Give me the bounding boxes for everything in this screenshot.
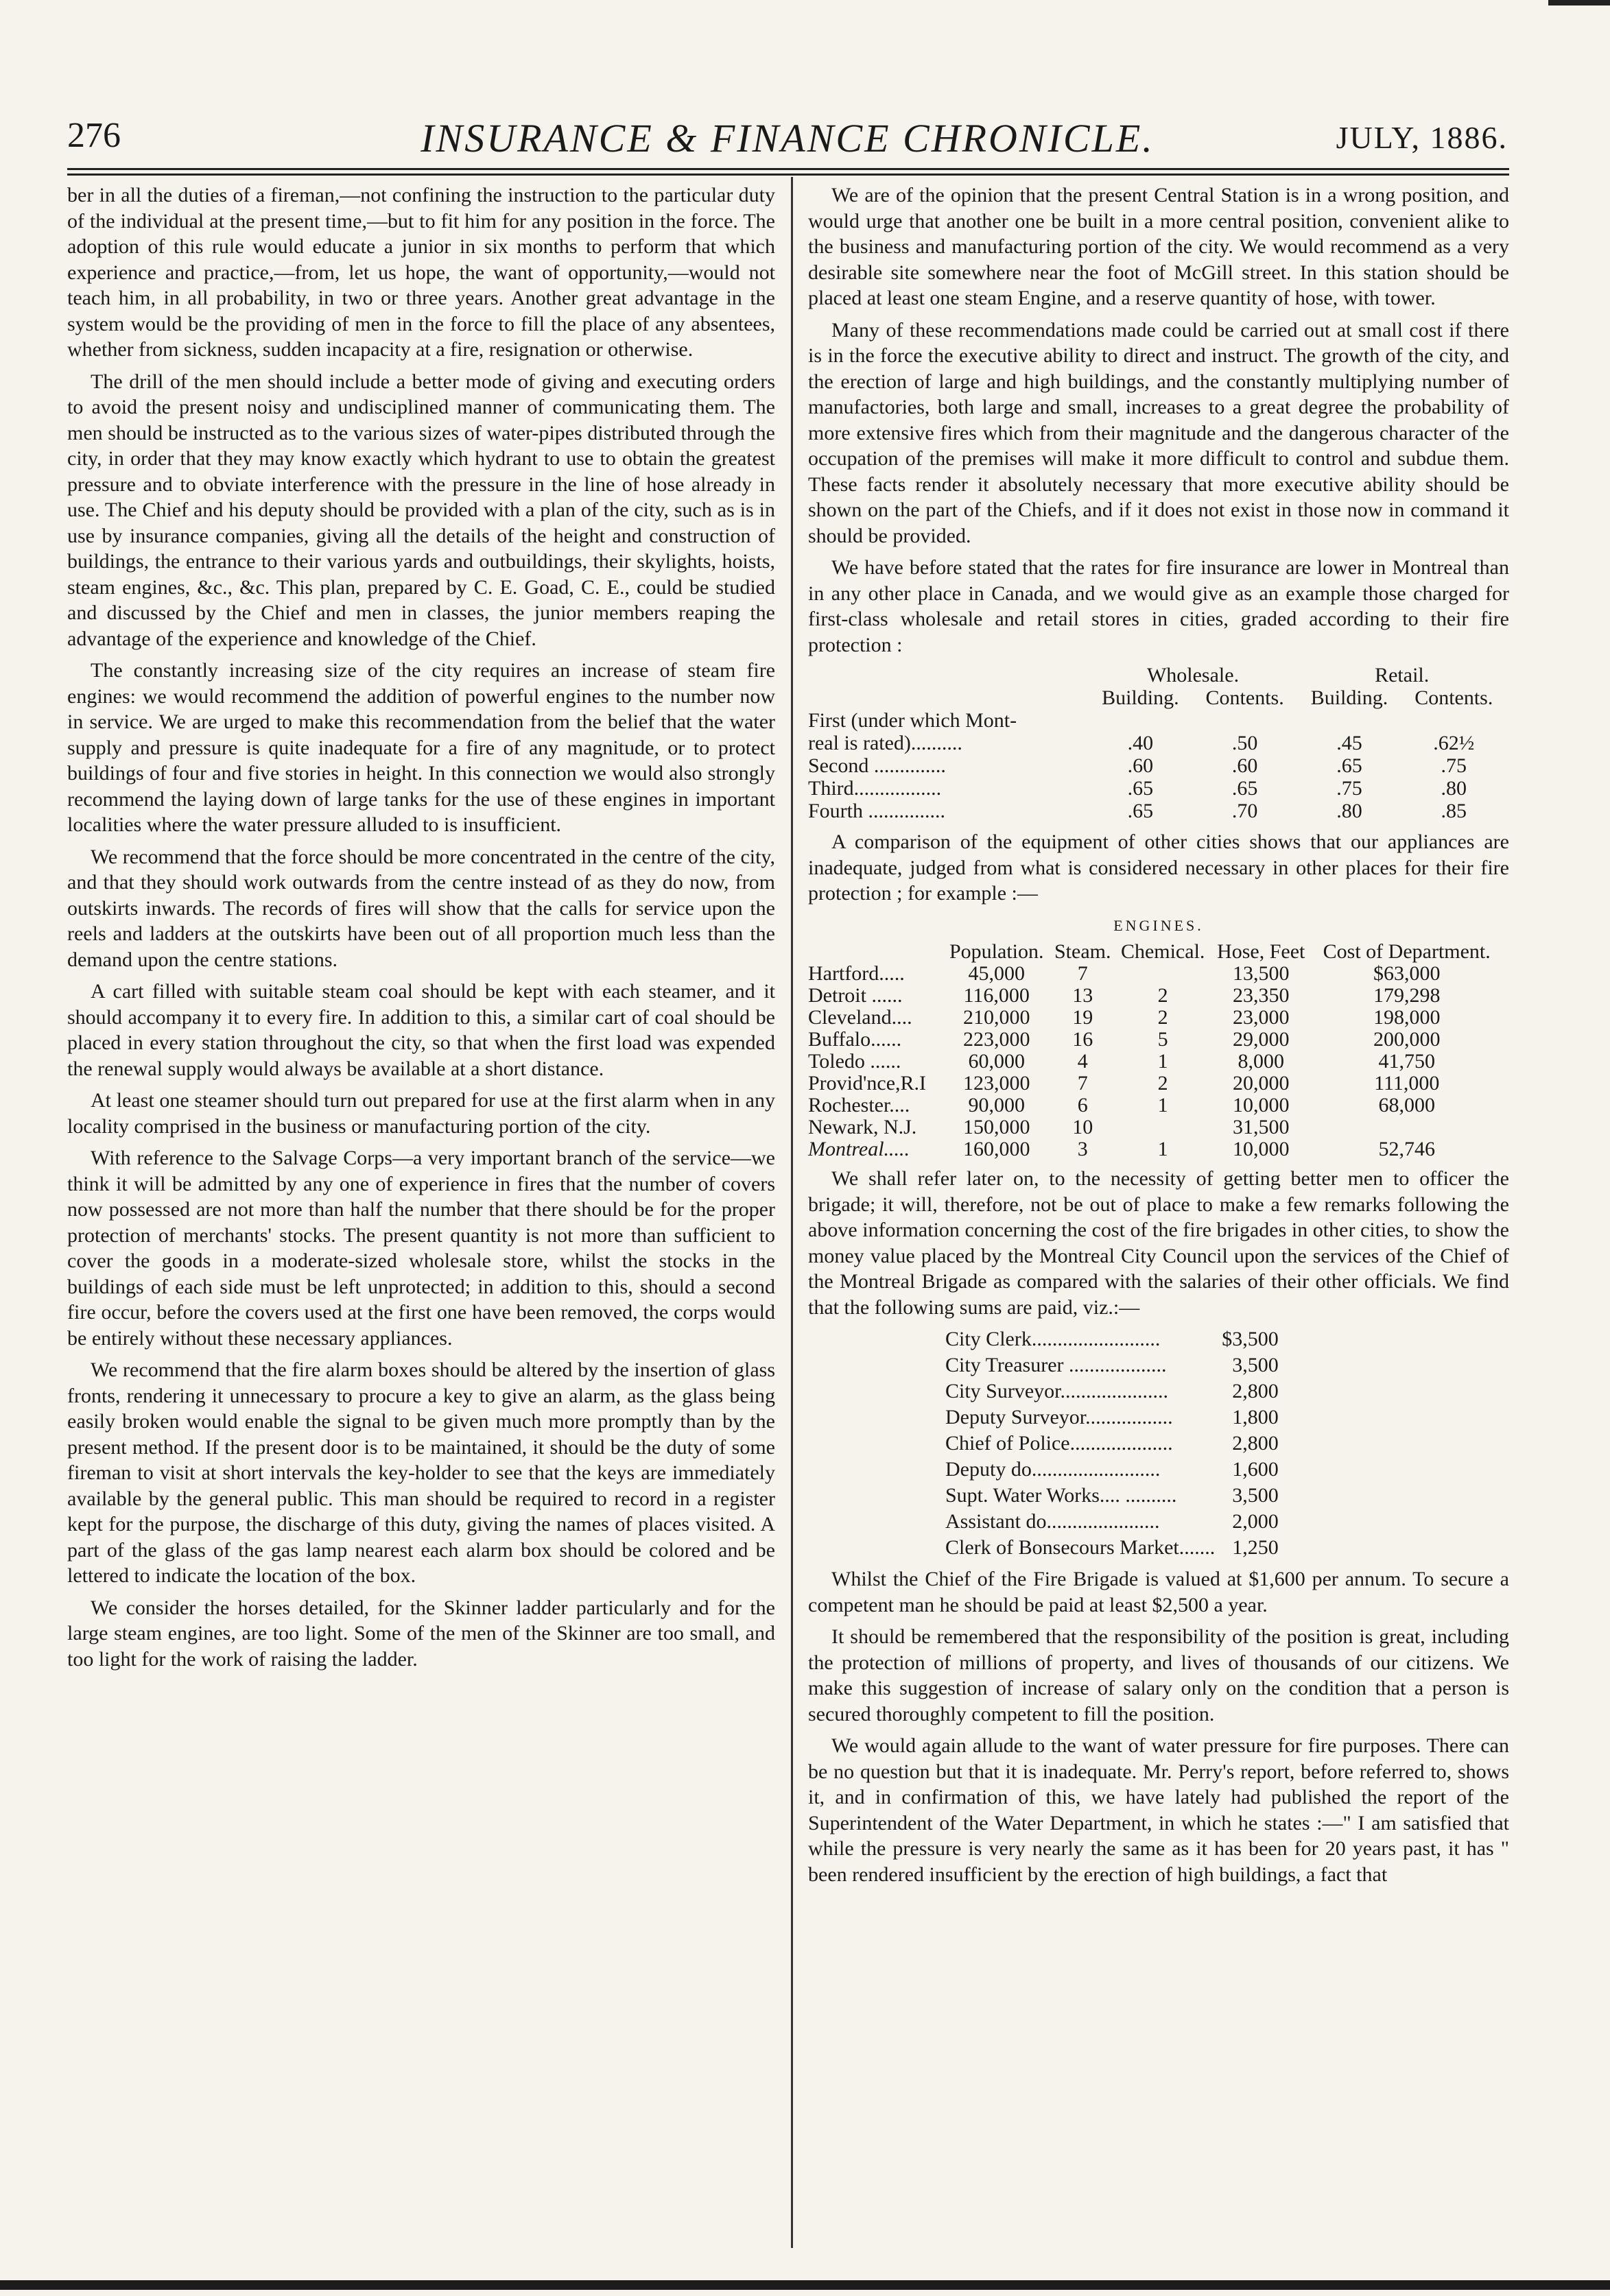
table-cell: .60 bbox=[1231, 754, 1258, 777]
table-cell: 111,000 bbox=[1374, 1072, 1440, 1095]
paragraph: We have before stated that the rates for fire insurance are lower in Montreal than in any other place in Canada, and we would give as an example those charged for first-class wholesale and retail stores in cities, graded according to their fire protection : bbox=[808, 556, 1509, 656]
group-header-retail: Retail. bbox=[1375, 664, 1430, 686]
table-row bbox=[808, 709, 1506, 732]
paragraph: We shall refer later on, to the necessity of getting better men to officer the brigade; it will, therefore, not be out of place to make a few remarks following the above information concerning the cost of the fire brigades in other cities, to show the money value placed by the Montreal City Council upon the services of the Chief of the Montreal Brigade as compared with the salaries of their other officials. We find that the following sums are paid, viz.:— bbox=[808, 1167, 1509, 1319]
table-cell: 41,750 bbox=[1378, 1050, 1435, 1073]
paragraph: With reference to the Salvage Corps—a very important branch of the service—we think it will be admitted by any one of experience in fires that the number of covers now possessed are not more than half the number that there should be for the proper protection of merchants' stocks. The present quantity is not more than sufficient to cover the goods in a moderate-sized wholesale store, whilst the stocks in the buildings of each side must be left unprotected; in addition to this, should a second fire occur, before the covers used at the first one have been removed, the corps would be entirely without these necessary appliances. bbox=[67, 1147, 775, 1350]
table-cell: 45,000 bbox=[968, 962, 1025, 985]
table-cell bbox=[1089, 709, 1192, 732]
table-cell: 60,000 bbox=[968, 1050, 1025, 1073]
table-cell: 116,000 bbox=[963, 984, 1030, 1007]
group-header-wholesale: Wholesale. bbox=[1146, 664, 1240, 686]
table-cell bbox=[1297, 709, 1401, 732]
table-cell: 150,000 bbox=[962, 1116, 1030, 1138]
paragraph: We recommend that the fire alarm boxes should be altered by the insertion of glass fronts, rendering it unnecessary to procure a key to give an alarm, as the glass being easily broken would enable the signal to be given much more promptly than by the present method. If the present door is to be maintained, it should be the duty of some fireman to visit at short intervals the key-holder to see that the keys are immediately available by the general public. This man should be required to record in a register kept for the purpose, the discharge of this duty, giving the names of places visited. A part of the glass of the gas lamp nearest each alarm box should be colored and be lettered to indicate the location of the box. bbox=[67, 1359, 775, 1587]
table-cell: .65 bbox=[1336, 754, 1362, 777]
salaries-table bbox=[945, 1326, 1279, 1561]
publication-title: INSURANCE & FINANCE CHRONICLE. bbox=[421, 116, 1155, 160]
salary-amount: 2,800 bbox=[1232, 1432, 1279, 1455]
table-cell: 200,000 bbox=[1373, 1028, 1441, 1051]
table-cell: .40 bbox=[1127, 732, 1154, 754]
salary-title: Chief of Police.................... bbox=[945, 1432, 1173, 1455]
column-header: Hose, Feet bbox=[1217, 940, 1305, 963]
table-cell: 23,350 bbox=[1232, 984, 1290, 1007]
table-cell: .45 bbox=[1336, 732, 1362, 754]
table-cell: 29,000 bbox=[1232, 1028, 1290, 1051]
table-row bbox=[808, 1073, 1502, 1095]
column-header: Building. bbox=[1310, 686, 1388, 709]
table-row bbox=[808, 1051, 1502, 1073]
engines-table-body bbox=[808, 963, 1502, 1160]
table-cell bbox=[1115, 1116, 1211, 1138]
table-cell: .80 bbox=[1336, 800, 1362, 822]
table-cell: 1 bbox=[1157, 1138, 1168, 1160]
table-cell: .60 bbox=[1127, 754, 1154, 777]
salary-amount: 2,000 bbox=[1232, 1510, 1279, 1533]
table-row bbox=[808, 985, 1502, 1007]
table-row bbox=[808, 1138, 1502, 1160]
table-cell: .62½ bbox=[1433, 732, 1475, 754]
city-name: Montreal..... bbox=[808, 1138, 910, 1160]
table-cell: 19 bbox=[1072, 1006, 1093, 1029]
table-cell: .50 bbox=[1231, 732, 1258, 754]
salary-amount: 1,600 bbox=[1232, 1458, 1279, 1481]
header-rule-top bbox=[67, 168, 1509, 170]
salary-title: City Surveyor..................... bbox=[945, 1380, 1169, 1402]
table-cell: 10,000 bbox=[1232, 1138, 1290, 1160]
table-cell: .65 bbox=[1127, 777, 1154, 800]
salary-title: City Clerk......................... bbox=[945, 1328, 1161, 1350]
header-rule-bottom bbox=[67, 174, 1509, 176]
row-label: real is rated).......... bbox=[808, 732, 962, 754]
table-cell: .80 bbox=[1441, 777, 1467, 800]
salary-amount: $3,500 bbox=[1222, 1328, 1279, 1350]
table-cell: 31,500 bbox=[1232, 1116, 1290, 1138]
table-cell: 6 bbox=[1077, 1094, 1088, 1116]
table-cell: 4 bbox=[1077, 1050, 1088, 1073]
table-cell: 160,000 bbox=[962, 1138, 1030, 1160]
salary-row bbox=[945, 1431, 1279, 1457]
column-header: Steam. bbox=[1054, 940, 1111, 963]
paragraph: The drill of the men should include a better mode of giving and executing orders to avoid the present noisy and undisciplined manner of communicating them. The men should be instructed as to the various sizes of water-pipes distributed through the city, in order that they may know exactly which hydrant to use to obtain the greatest pressure and to obviate interference with the pressure in the line of hose already in use. The Chief and his deputy should be provided with a plan of the city, such as is in use by insurance companies, giving all the details of the height and construction of buildings, the entrance to their various yards and outbuildings, their skylights, hoists, steam engines, &c., &c. This plan, prepared by C. E. Goad, C. E., could be studied and discussed by the Chief and men in classes, the junior members reaping the advantage of the experience and knowledge of the Chief. bbox=[67, 370, 775, 650]
salary-title: Supt. Water Works.... .......... bbox=[945, 1484, 1177, 1507]
table-cell: 23,000 bbox=[1232, 1006, 1290, 1029]
table-cell: $63,000 bbox=[1373, 962, 1441, 985]
city-name: Rochester.... bbox=[808, 1094, 910, 1116]
column-header bbox=[808, 941, 943, 963]
salaries-table-body bbox=[945, 1326, 1279, 1561]
table-cell: 52,746 bbox=[1378, 1138, 1435, 1160]
table-cell: 2 bbox=[1157, 1072, 1168, 1095]
table-row bbox=[808, 1029, 1502, 1051]
table-cell: 8,000 bbox=[1238, 1050, 1284, 1073]
table-row bbox=[808, 754, 1506, 777]
table-cell bbox=[1192, 709, 1297, 732]
salary-amount: 3,500 bbox=[1232, 1484, 1279, 1507]
corner-mark bbox=[1548, 0, 1610, 5]
salary-row bbox=[945, 1483, 1279, 1509]
paragraph: Many of these recommendations made could be carried out at small cost if there is in the force the executive ability to direct and instruct. The growth of the city, and the erection of large and high buildings, and the constantly multiplying number of manufactories, both large and small, increases to a great degree the probability of more extensive fires which from their magnitude and the dangerous character of the occupation of the premises will make it more difficult to control and subdue them. These facts render it absolutely necessary that more executive ability should be shown on the part of the Chiefs, and if it does not exist in those now in command it should be provided. bbox=[808, 318, 1509, 547]
column-header: Building. bbox=[1102, 686, 1179, 709]
paragraph: We would again allude to the want of water pressure for fire purposes. There can be no question but that it is inadequate. Mr. Perry's report, before referred to, shows it, and in confirmation of this, we have lately had published the report of the Superintendent of the Water Department, in which he states :—" I am satisfied that while the pressure is very nearly the same as it has been for 20 years past, it has " been rendered insufficient by the erection of high buildings, a fact that bbox=[808, 1734, 1509, 1886]
row-label: Third................. bbox=[808, 777, 942, 800]
salary-row bbox=[945, 1457, 1279, 1483]
table-cell: 198,000 bbox=[1373, 1006, 1441, 1029]
table-cell: 179,298 bbox=[1373, 984, 1441, 1007]
left-column bbox=[67, 182, 775, 1678]
row-label: Second .............. bbox=[808, 754, 946, 777]
salary-row bbox=[945, 1326, 1279, 1352]
table-cell: .70 bbox=[1231, 800, 1258, 822]
row-label: First (under which Mont- bbox=[808, 709, 1017, 732]
table-cell: 223,000 bbox=[962, 1028, 1030, 1051]
table-cell: 13,500 bbox=[1232, 962, 1290, 985]
table-cell: .65 bbox=[1127, 800, 1154, 822]
page-header bbox=[67, 115, 1508, 163]
salary-title: Clerk of Bonsecours Market....... bbox=[945, 1536, 1216, 1559]
paragraph: We recommend that the force should be more concentrated in the centre of the city, and that they should work outwards from the centre instead of as they do now, from outskirts inwards. The records of fires will show that the calls for service upon the reels and ladders at the outskirts have been out of all proportion much less than the demand upon the centre stations. bbox=[67, 845, 775, 971]
table-cell: 16 bbox=[1072, 1028, 1093, 1051]
issue-date: JULY, 1886. bbox=[1336, 120, 1508, 155]
table-row bbox=[808, 1007, 1502, 1029]
table-cell: 7 bbox=[1077, 1072, 1088, 1095]
table-cell: 13 bbox=[1072, 984, 1093, 1007]
table-cell bbox=[1115, 963, 1211, 985]
salary-row bbox=[945, 1352, 1279, 1378]
table-cell: 2 bbox=[1157, 984, 1168, 1007]
table-cell bbox=[1401, 709, 1506, 732]
table-cell: .75 bbox=[1336, 777, 1362, 800]
page-number: 276 bbox=[67, 116, 121, 155]
city-name: Detroit ...... bbox=[808, 984, 903, 1007]
paragraph: We are of the opinion that the present Central Station is in a wrong position, and would urge that another one be built in a more central position, convenient alike to the business and manufacturing portion of the city. We would recommend as a very desirable site somewhere near the foot of McGill street. In this station should be placed at least one steam Engine, and a reserve quantity of hose, with tower. bbox=[808, 184, 1509, 309]
salary-title: City Treasurer ................... bbox=[945, 1354, 1167, 1376]
table-row bbox=[808, 732, 1506, 754]
paragraph: Whilst the Chief of the Fire Brigade is valued at $1,600 per annum. To secure a competent man he should be paid at least $2,500 a year. bbox=[808, 1568, 1509, 1616]
city-name: Newark, N.J. bbox=[808, 1116, 917, 1138]
table-cell: .85 bbox=[1441, 800, 1467, 822]
table-cell: 7 bbox=[1077, 962, 1088, 985]
table-cell: 123,000 bbox=[962, 1072, 1030, 1095]
paragraph: The constantly increasing size of the city requires an increase of steam fire engines: we would recommend the addition of powerful engines to the number now in service. We are urged to make this recommendation from the belief that the water supply and pressure is quite inadequate for a fire of any magnitude, or to protect buildings of four and five stories in height. In this connection we would also strongly recommend the laying down of large tanks for the use of these engines in important localities where the water pressure alluded to is insufficient. bbox=[67, 659, 775, 836]
insurance-rates-table bbox=[808, 664, 1506, 822]
paragraph: It should be remembered that the responsibility of the position is great, including the protection of millions of property, and lives of thousands of our citizens. We make this suggestion of increase of salary only on the condition that a person is secured thoroughly competent to fill the position. bbox=[808, 1625, 1509, 1725]
city-name: Cleveland.... bbox=[808, 1006, 912, 1029]
city-name: Toledo ...... bbox=[808, 1050, 901, 1073]
city-name: Buffalo...... bbox=[808, 1028, 902, 1051]
salary-amount: 1,250 bbox=[1232, 1536, 1279, 1559]
table-row bbox=[808, 1116, 1502, 1138]
row-label: Fourth ............... bbox=[808, 800, 946, 822]
salary-row bbox=[945, 1535, 1279, 1561]
city-name: Hartford..... bbox=[808, 962, 905, 985]
table-cell: 68,000 bbox=[1378, 1094, 1435, 1116]
column-header: Contents. bbox=[1205, 686, 1284, 709]
table-cell: 1 bbox=[1157, 1094, 1168, 1116]
table-cell: 10,000 bbox=[1232, 1094, 1290, 1116]
table-row bbox=[808, 963, 1502, 985]
paragraph: A comparison of the equipment of other cities shows that our appliances are inadequate, judged from what is considered necessary in other places for their fire protection ; for example :— bbox=[808, 830, 1509, 905]
salary-title: Deputy do......................... bbox=[945, 1458, 1161, 1481]
city-name: Provid'nce,R.I bbox=[808, 1072, 927, 1095]
salary-amount: 3,500 bbox=[1232, 1354, 1279, 1376]
table-row bbox=[808, 800, 1506, 822]
paragraph: ber in all the duties of a fireman,—not confining the instruction to the particular duty of the individual at the present time,—but to fit him for any position in the force. The adoption of this rule would educate a junior in six months to perform that which experience and practice,—from, let us hope, the want of opportunity,—would not teach him, in all probability, in two or three years. Another great advantage in the system would be the providing of men in the force to fill the place of any absentees, whether from sickness, sudden incapacity at a fire, resignation or otherwise. bbox=[67, 184, 775, 361]
salary-row bbox=[945, 1509, 1279, 1535]
table-cell: 90,000 bbox=[968, 1094, 1025, 1116]
paragraph: We consider the horses detailed, for the Skinner ladder particularly and for the large steam engines, are too light. Some of the men of the Skinner are too small, and too light for the work of raising the ladder. bbox=[67, 1596, 775, 1671]
salary-amount: 2,800 bbox=[1232, 1380, 1279, 1402]
right-column bbox=[808, 182, 1509, 1893]
salary-amount: 1,800 bbox=[1232, 1406, 1279, 1428]
table-cell: 5 bbox=[1157, 1028, 1168, 1051]
column-header: Contents. bbox=[1414, 686, 1493, 709]
table-cell: 10 bbox=[1072, 1116, 1093, 1138]
paragraph: A cart filled with suitable steam coal should be kept with each steamer, and it should accompany it to every fire. In addition to this, a similar cart of coal should be placed in every station throughout the city, so that when the first load was expended the renewal supply would always be available at a short distance. bbox=[67, 980, 775, 1080]
column-divider bbox=[791, 177, 793, 2248]
column-header: Cost of Department. bbox=[1323, 940, 1491, 963]
paragraph: At least one steamer should turn out prepared for use at the first alarm when in any locality comprised in the business or manufacturing portion of the city. bbox=[67, 1089, 775, 1138]
table-cell: 2 bbox=[1157, 1006, 1168, 1029]
table-row bbox=[808, 777, 1506, 800]
salary-row bbox=[945, 1404, 1279, 1431]
column-header: Chemical. bbox=[1120, 940, 1205, 963]
table-cell: 210,000 bbox=[962, 1006, 1030, 1029]
salary-title: Assistant do...................... bbox=[945, 1510, 1160, 1533]
table-row bbox=[808, 1095, 1502, 1116]
table-cell bbox=[1311, 1116, 1502, 1138]
column-header: Population. bbox=[949, 940, 1044, 963]
table-cell: 20,000 bbox=[1232, 1072, 1290, 1095]
salary-title: Deputy Surveyor................. bbox=[945, 1406, 1173, 1428]
salary-row bbox=[945, 1378, 1279, 1404]
engines-table bbox=[808, 941, 1502, 1160]
table-cell: .75 bbox=[1441, 754, 1467, 777]
table-cell: 3 bbox=[1077, 1138, 1088, 1160]
table-cell: .65 bbox=[1231, 777, 1258, 800]
table-cell: 1 bbox=[1157, 1050, 1168, 1073]
engines-table-caption: ENGINES. bbox=[1113, 916, 1204, 934]
bottom-rule bbox=[0, 2280, 1610, 2290]
